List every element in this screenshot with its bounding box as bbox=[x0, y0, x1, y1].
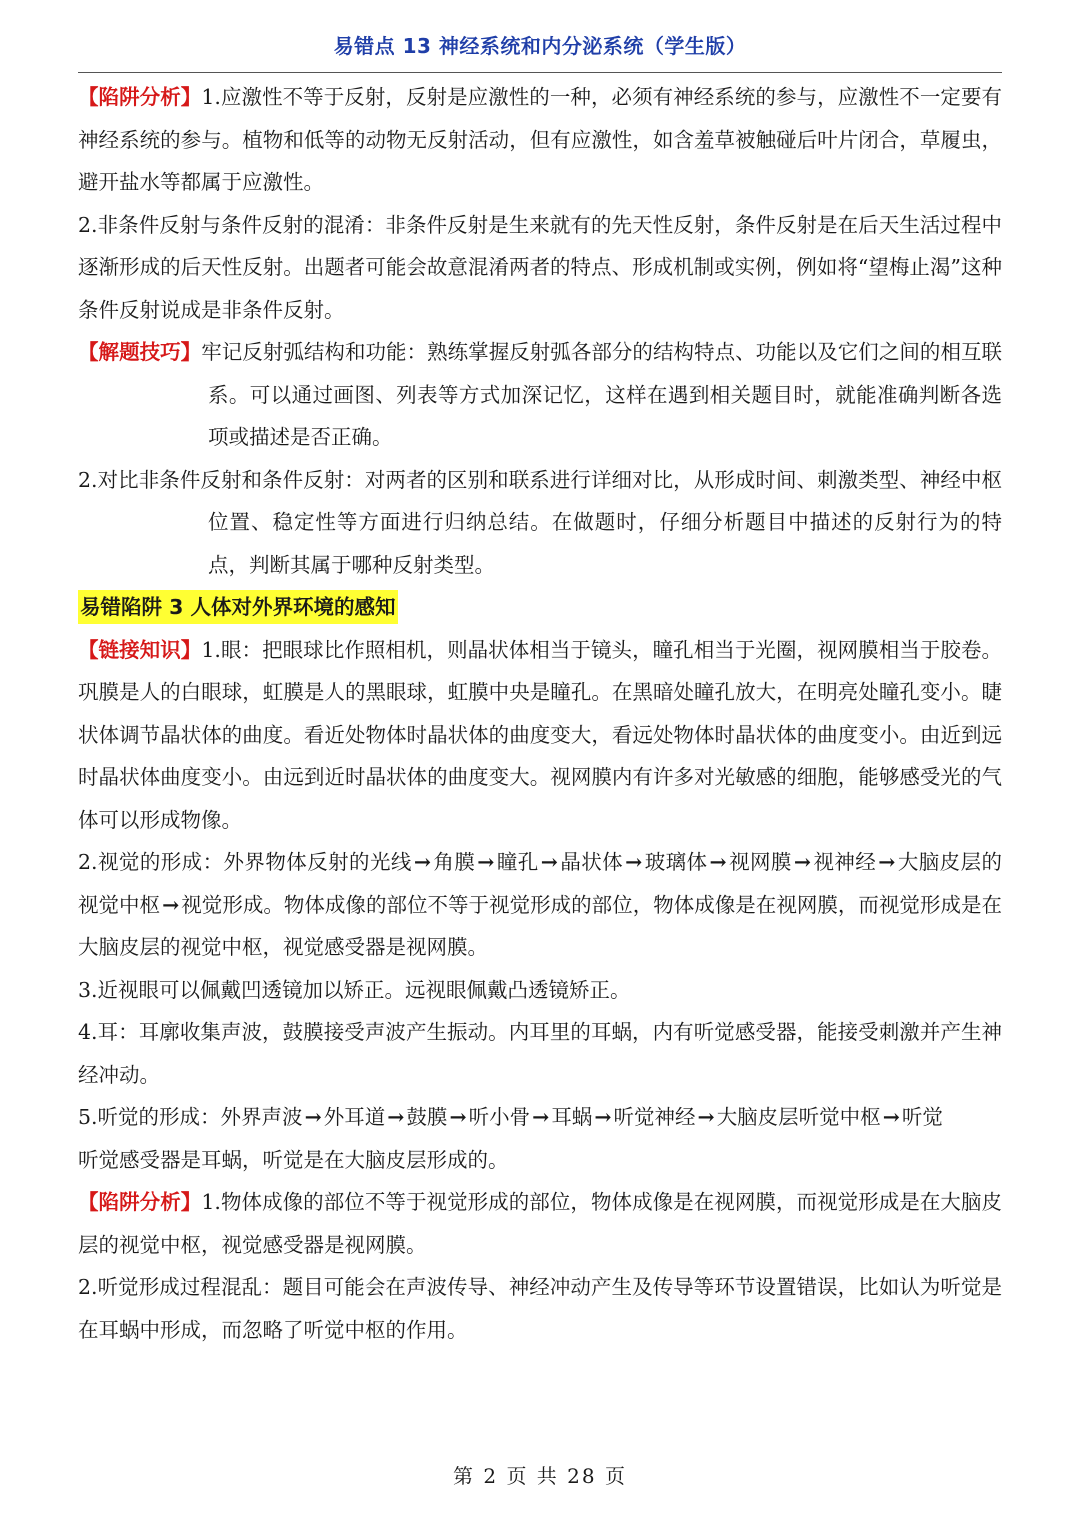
trap-analysis-3 bbox=[78, 1181, 1002, 1266]
flow-step: 瞳孔 bbox=[496, 850, 539, 874]
flow-arrow-icon: → bbox=[162, 892, 180, 917]
vision-prefix: 2.视觉的形成：外界物体反射的光线 bbox=[78, 850, 412, 874]
flow-arrow-icon: → bbox=[413, 850, 431, 874]
flow-step: 玻璃体 bbox=[644, 850, 708, 874]
flow-step: 晶状体 bbox=[559, 850, 624, 874]
link-knowledge-tag: 【链接知识】 bbox=[78, 637, 202, 662]
trap-analysis-3-text: 1.物体成像的部位不等于视觉形成的部位，物体成像是在视网膜，而视觉形成是在大脑皮层的视觉中枢，视觉感受器是视网膜。 bbox=[78, 1190, 1003, 1257]
flow-step: 鼓膜 bbox=[406, 1105, 448, 1129]
flow-arrow-icon: → bbox=[594, 1105, 612, 1129]
trap3-heading: 易错陷阱 3 人体对外界环境的感知 bbox=[78, 590, 398, 624]
page-header-title: 易错点 13 神经系统和内分泌系统（学生版） bbox=[333, 34, 747, 58]
solving-tips-2: 2.对比非条件反射和条件反射：对两者的区别和联系进行详细对比，从形成时间、刺激类型、神经中枢位置、稳定性等方面进行归纳总结。在做题时，仔细分析题目中描述的反射行为的特点，判断其属于哪种反射类型。 bbox=[78, 467, 1002, 577]
flow-arrow-icon: → bbox=[304, 1105, 322, 1129]
trap-analysis-1-text: 1.应激性不等于反射，反射是应激性的一种，必须有神经系统的参与，应激性不一定要有神经系统的参与。植物和低等的动物无反射活动，但有应激性，如含羞草被触碰后叶片闭合，草履虫，避开盐水等都属于应激性。 bbox=[78, 85, 1003, 194]
trap3-heading-line bbox=[78, 586, 1002, 629]
flow-step: 视网膜 bbox=[728, 850, 792, 874]
flow-step: 视神经 bbox=[813, 850, 877, 874]
document-body bbox=[78, 76, 1002, 1351]
flow-arrow-icon: → bbox=[387, 1105, 405, 1129]
flow-arrow-icon: → bbox=[625, 850, 643, 874]
trap-analysis-4: 2.听觉形成过程混乱：题目可能会在声波传导、神经冲动产生及传导等环节设置错误，比如认为听觉是在耳蜗中形成，而忽略了听觉中枢的作用。 bbox=[78, 1275, 1002, 1342]
hearing-receptor: 听觉感受器是耳蜗，听觉是在大脑皮层形成的。 bbox=[78, 1147, 509, 1172]
vision-formation bbox=[78, 841, 1002, 969]
flow-step: 耳蜗 bbox=[551, 1105, 593, 1129]
flow-arrow-icon: → bbox=[878, 850, 896, 874]
page-footer: 第 2 页 共 28 页 bbox=[453, 1464, 627, 1488]
solving-tips-1 bbox=[78, 331, 1002, 459]
flow-arrow-icon: → bbox=[882, 1105, 900, 1129]
trap-analysis-1 bbox=[78, 76, 1002, 204]
flow-step: 大脑皮层的视觉中枢 bbox=[78, 850, 1003, 917]
flow-arrow-icon: → bbox=[540, 850, 558, 874]
flow-step: 听觉神经 bbox=[613, 1105, 696, 1129]
link-knowledge-1-text: 1.眼：把眼球比作照相机，则晶状体相当于镜头，瞳孔相当于光圈，视网膜相当于胶卷。巩膜是人的白眼球，虹膜是人的黑眼球，虹膜中央是瞳孔。在黑暗处瞳孔放大，在明亮处瞳孔变小。睫状体调节晶状体的曲度。看近处物体时晶状体的曲度变大，看远处物体时晶状体的曲度变小。由近到远时晶状体曲度变小。由远到近时晶状体的曲度变大。视网膜内有许多对光敏感的细胞，能够感受光的气体可以形成物像。 bbox=[78, 637, 1003, 832]
trap-analysis-tag-2: 【陷阱分析】 bbox=[78, 1190, 202, 1214]
ear-structure: 4.耳：耳廓收集声波，鼓膜接受声波产生振动。内耳里的耳蜗，内有听觉感受器，能接受刺激并产生神经冲动。 bbox=[78, 1020, 1002, 1087]
header-divider bbox=[78, 72, 1002, 73]
flow-step: 外耳道 bbox=[323, 1105, 386, 1129]
flow-arrow-icon: → bbox=[793, 850, 812, 874]
hearing-chain bbox=[303, 1105, 943, 1129]
flow-step: 大脑皮层听觉中枢 bbox=[716, 1105, 881, 1129]
trap-analysis-tag: 【陷阱分析】 bbox=[78, 85, 202, 109]
trap-analysis-2: 2.非条件反射与条件反射的混淆：非条件反射是生来就有的先天性反射，条件反射是在后天生活过程中逐渐形成的后天性反射。出题者可能会故意混淆两者的特点、形成机制或实例，例如将“望梅止渴”这种条件反射说成是非条件反射。 bbox=[78, 212, 1002, 322]
solving-tips-1-text: 牢记反射弧结构和功能：熟练掌握反射弧各部分的结构特点、功能以及它们之间的相互联系。可以通过画图、列表等方式加深记忆，这样在遇到相关题目时，就能准确判断各选项或描述是否正确。 bbox=[201, 340, 1003, 449]
lens-correction: 3.近视眼可以佩戴凹透镜加以矫正。远视眼佩戴凸透镜矫正。 bbox=[78, 977, 631, 1002]
hearing-prefix: 5.听觉的形成：外界声波 bbox=[78, 1105, 303, 1129]
flow-arrow-icon: → bbox=[477, 850, 495, 874]
flow-arrow-icon: → bbox=[532, 1105, 550, 1129]
link-knowledge-1 bbox=[78, 629, 1002, 842]
flow-step: 听小骨 bbox=[468, 1105, 531, 1129]
flow-arrow-icon: → bbox=[709, 850, 727, 874]
flow-step: 听觉 bbox=[901, 1105, 943, 1129]
hearing-formation bbox=[78, 1096, 1002, 1139]
flow-step: 角膜 bbox=[433, 850, 476, 874]
vision-suffix: 。物体成像的部位不等于视觉形成的部位，物体成像是在视网膜，而视觉形成是在大脑皮层的视觉中枢，视觉感受器是视网膜。 bbox=[78, 892, 1003, 959]
solving-tips-tag: 【解题技巧】 bbox=[78, 340, 202, 364]
flow-arrow-icon: → bbox=[697, 1105, 715, 1129]
flow-arrow-icon: → bbox=[449, 1105, 467, 1129]
flow-step: 视觉形成 bbox=[181, 892, 264, 917]
